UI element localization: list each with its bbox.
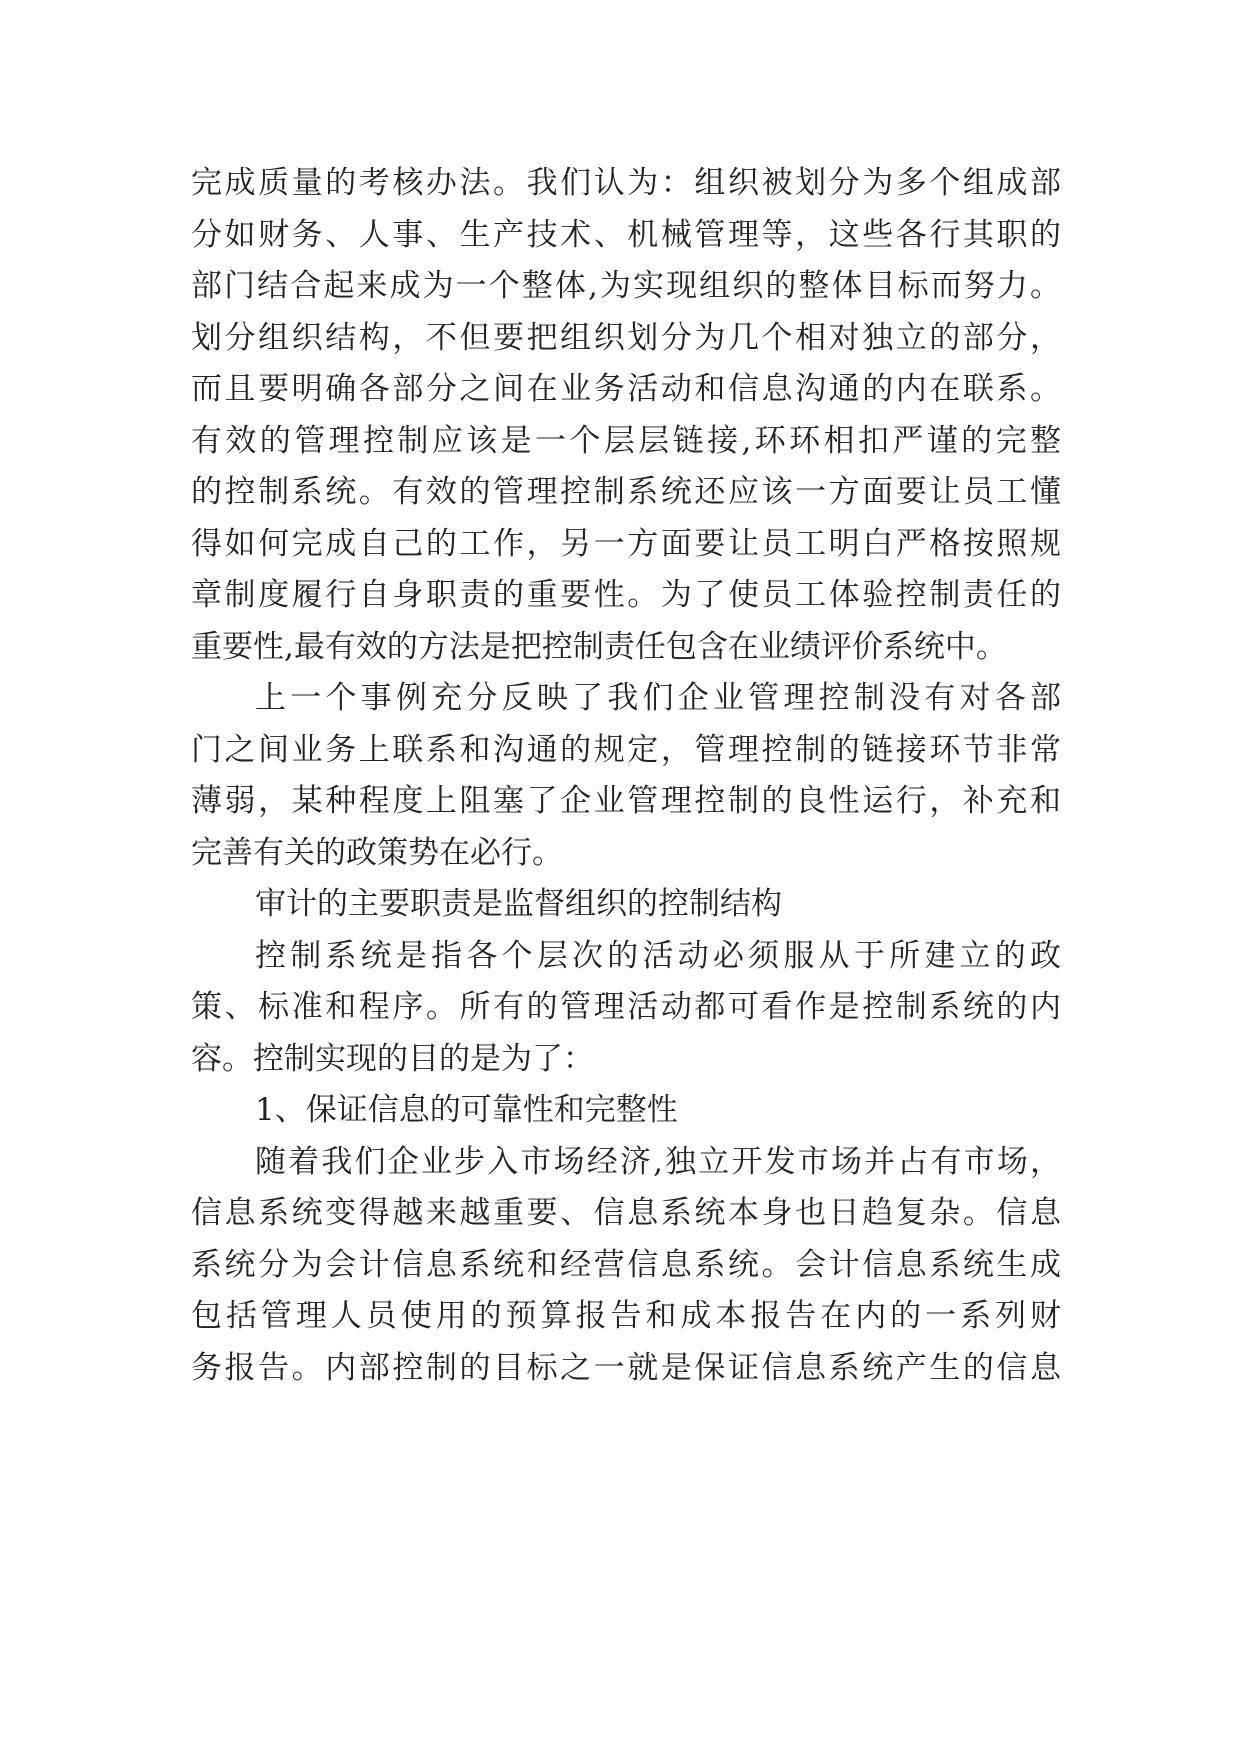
text-line: 薄弱，某种程度上阻塞了企业管理控制的良性运行，补充和 bbox=[191, 783, 1061, 819]
text-line: 审计的主要职责是监督组织的控制结构 bbox=[255, 886, 782, 922]
text-line: 1、保证信息的可靠性和完整性 bbox=[255, 1092, 678, 1128]
text-line: 有效的管理控制应该是一个层层链接,环环相扣严谨的完整 bbox=[191, 422, 1061, 459]
text-line: 部门结合起来成为一个整体,为实现组织的整体目标而努力。 bbox=[191, 268, 1061, 304]
text-line: 上一个事例充分反映了我们企业管理控制没有对各部 bbox=[255, 680, 1061, 716]
text-line: 重要性,最有效的方法是把控制责任包含在业绩评价系统中。 bbox=[191, 628, 1007, 665]
text-line: 容。控制实现的目的是为了： bbox=[191, 1040, 594, 1077]
text-line: 章制度履行自身职责的重要性。为了使员工体验控制责任的 bbox=[191, 577, 1061, 613]
text-line: 得如何完成自己的工作，另一方面要让员工明白严格按照规 bbox=[191, 525, 1061, 562]
text-line: 完善有关的政策势在必行。 bbox=[191, 834, 563, 871]
text-line: 而且要明确各部分之间在业务活动和信息沟通的内在联系。 bbox=[191, 371, 1061, 407]
text-line: 完成质量的考核办法。我们认为：组织被划分为多个组成部 bbox=[191, 165, 1061, 201]
text-line: 策、标准和程序。所有的管理活动都可看作是控制系统的内 bbox=[191, 989, 1061, 1025]
text-line: 系统分为会计信息系统和经营信息系统。会计信息系统生成 bbox=[191, 1246, 1061, 1283]
text-line: 的控制系统。有效的管理控制系统还应该一方面要让员工懂 bbox=[191, 474, 1061, 510]
text-line: 控制系统是指各个层次的活动必须服从于所建立的政 bbox=[255, 937, 1061, 974]
text-line: 信息系统变得越来越重要、信息系统本身也日趋复杂。信息 bbox=[191, 1195, 1061, 1231]
text-line: 包括管理人员使用的预算报告和成本报告在内的一系列财 bbox=[191, 1298, 1061, 1334]
text-line: 门之间业务上联系和沟通的规定，管理控制的链接环节非常 bbox=[191, 731, 1061, 768]
body-text bbox=[191, 158, 1061, 1394]
text-line: 划分组织结构，不但要把组织划分为几个相对独立的部分， bbox=[191, 319, 1061, 356]
text-line: 务报告。内部控制的目标之一就是保证信息系统产生的信息 bbox=[191, 1349, 1061, 1386]
text-line: 随着我们企业步入市场经济,独立开发市场并占有市场， bbox=[255, 1143, 1061, 1180]
text-line: 分如财务、人事、生产技术、机械管理等，这些各行其职的 bbox=[191, 216, 1061, 253]
